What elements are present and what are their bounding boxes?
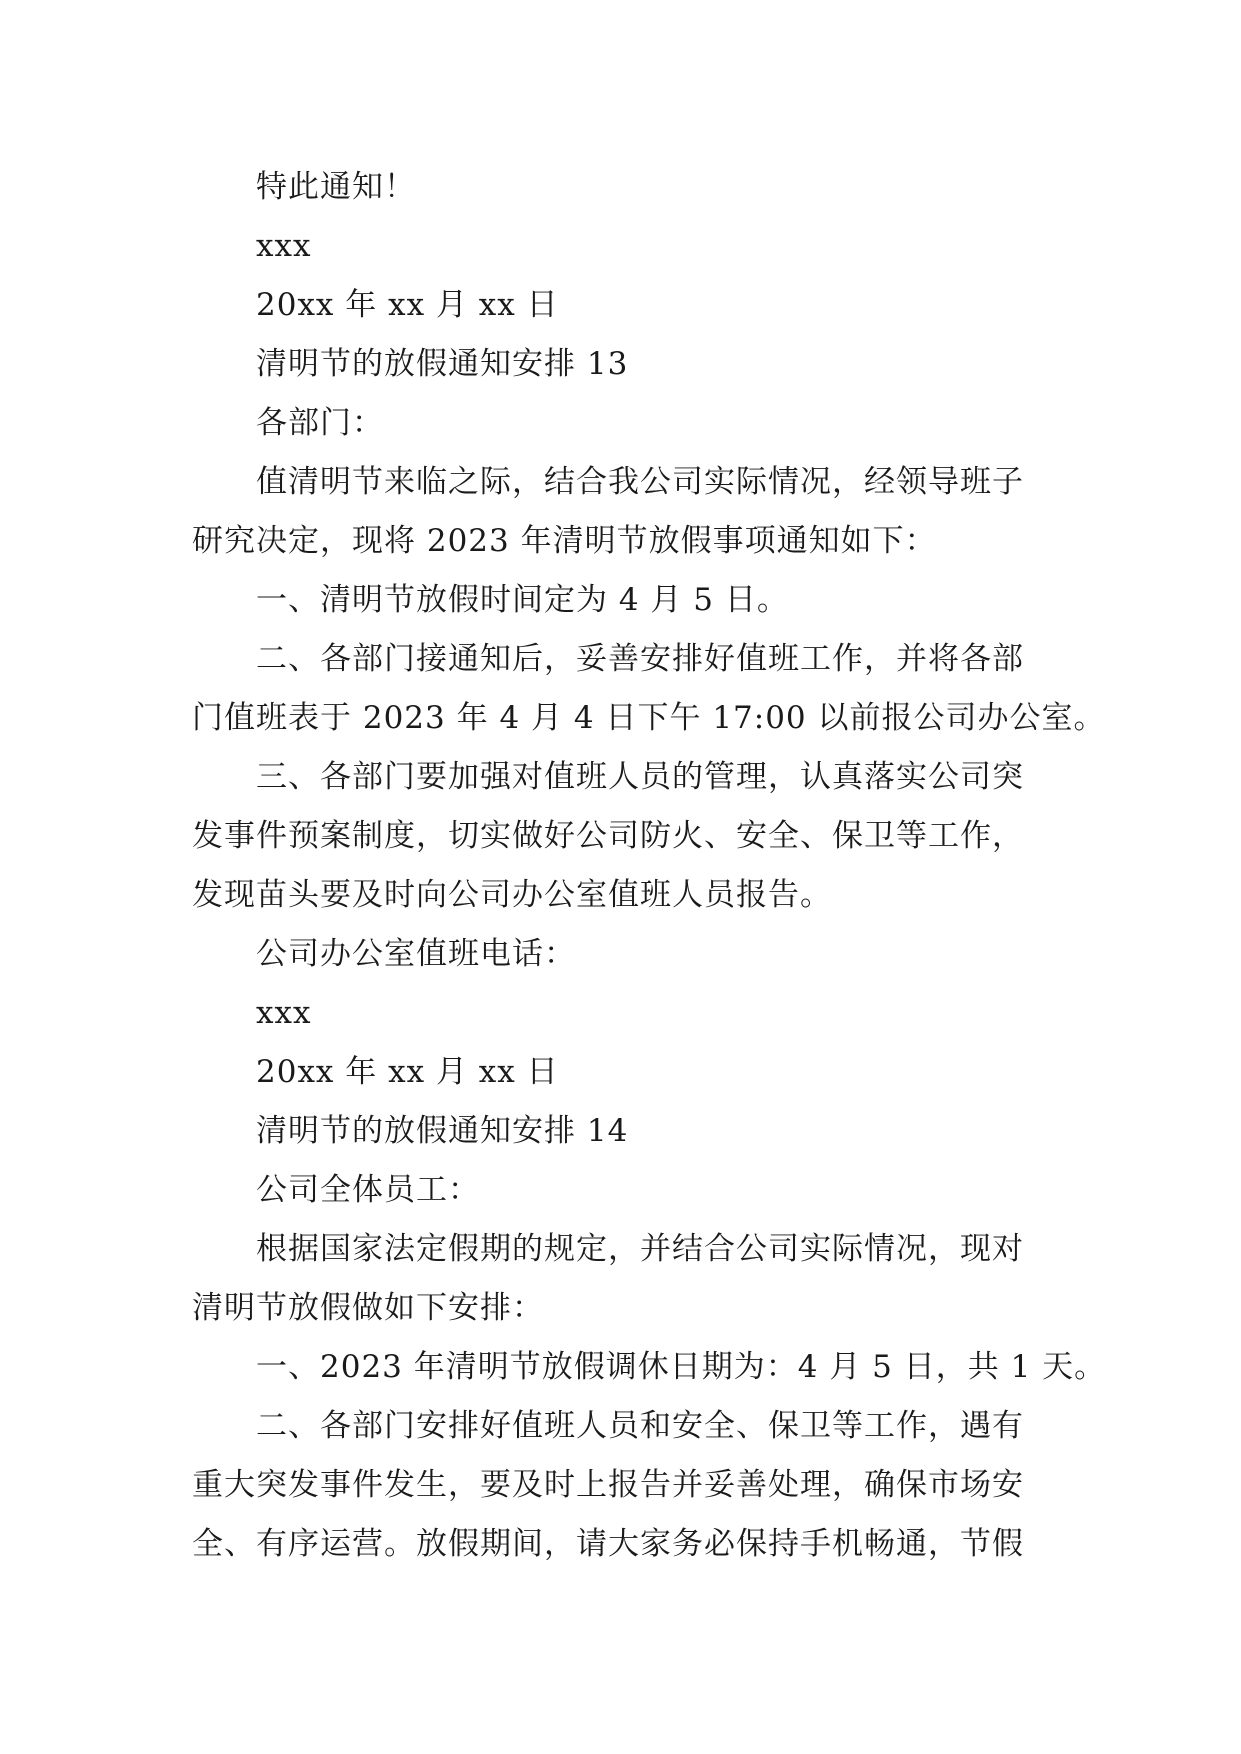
paragraph-line: 三、各部门要加强对值班人员的管理，认真落实公司突 [256, 759, 1024, 795]
paragraph-line: 一、清明节放假时间定为 4 月 5 日。 [256, 582, 789, 618]
paragraph-line: 一、2023 年清明节放假调休日期为：4 月 5 日，共 1 天。 [256, 1349, 1107, 1385]
paragraph-line: 研究决定，现将 2023 年清明节放假事项通知如下： [192, 523, 937, 559]
salutation: 公司全体员工： [256, 1172, 480, 1208]
section-title: 清明节的放假通知安排 13 [256, 346, 629, 382]
signature-name: xxx [256, 995, 312, 1031]
paragraph-line: 门值班表于 2023 年 4 月 4 日下午 17:00 以前报公司办公室。 [192, 700, 1106, 736]
paragraph-line: 全、有序运营。放假期间，请大家务必保持手机畅通，节假 [192, 1526, 1024, 1562]
paragraph-line: 值清明节来临之际，结合我公司实际情况，经领导班子 [256, 464, 1024, 500]
salutation: 各部门： [256, 405, 384, 441]
paragraph-line: 二、各部门接通知后，妥善安排好值班工作，并将各部 [256, 641, 1024, 677]
document-body [192, 158, 1107, 1574]
paragraph-line: 发事件预案制度，切实做好公司防火、安全、保卫等工作， [192, 818, 1024, 854]
paragraph-line: 清明节放假做如下安排： [192, 1290, 544, 1326]
section-title: 清明节的放假通知安排 14 [256, 1113, 629, 1149]
signature-date: 20xx 年 xx 月 xx 日 [256, 287, 559, 323]
paragraph-line: 发现苗头要及时向公司办公室值班人员报告。 [192, 877, 832, 913]
closing-line: 特此通知！ [256, 169, 416, 205]
phone-label: 公司办公室值班电话： [256, 936, 576, 972]
paragraph-line: 二、各部门安排好值班人员和安全、保卫等工作，遇有 [256, 1408, 1024, 1444]
signature-name: xxx [256, 228, 312, 264]
signature-date: 20xx 年 xx 月 xx 日 [256, 1054, 559, 1090]
paragraph-line: 根据国家法定假期的规定，并结合公司实际情况，现对 [256, 1231, 1024, 1267]
paragraph-line: 重大突发事件发生，要及时上报告并妥善处理，确保市场安 [192, 1467, 1024, 1503]
